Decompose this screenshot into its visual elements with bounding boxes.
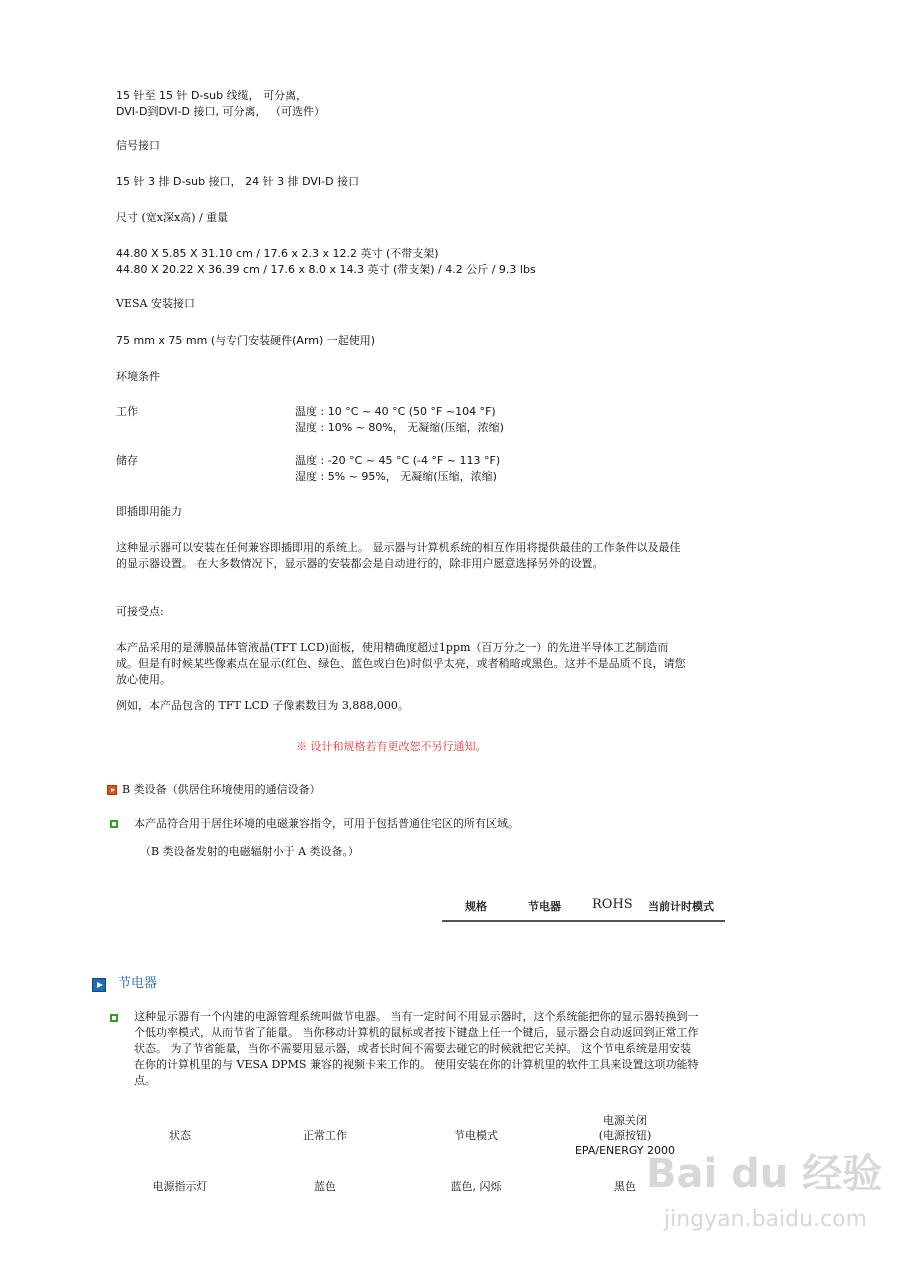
- acceptable-heading: 可接受点:: [116, 605, 164, 618]
- table-cell-power-off: 黑色: [614, 1180, 636, 1193]
- class-b-note: （B 类设备发射的电磁辐射小于 A 类设备。）: [140, 845, 360, 858]
- orange-arrow-icon: [107, 785, 117, 795]
- acceptable-text: 本产品采用的是薄膜晶体管液晶(TFT LCD)面板，使用精确度超过1ppm（百万分之一）的先进半导体工艺制造而成。但是有时候某些像素点在显示(红色、绿色、蓝色或白色)时似乎太亮，或者稍暗或黑色。这并不是品质不良，请您放心使用。: [116, 641, 686, 686]
- environment-heading: 环境条件: [116, 370, 160, 383]
- table-header-normal: 正常工作: [303, 1129, 347, 1142]
- signal-value: 15 针 3 排 D-sub 接口， 24 针 3 排 DVI-D 接口: [116, 175, 360, 188]
- vesa-value: 75 mm x 75 mm (与专门安装硬件(Arm) 一起使用): [116, 334, 376, 347]
- storage-label: 储存: [116, 454, 138, 467]
- storage-humidity: 湿度 : 5% ~ 95%， 无凝缩(压缩，浓缩): [295, 470, 497, 483]
- green-bullet-icon: [110, 1014, 118, 1022]
- section-tabs: [442, 896, 725, 922]
- class-b-text: 本产品符合用于居住环境的电磁兼容指令，可用于包括普通住宅区的所有区域。: [134, 817, 519, 830]
- class-b-title: B 类设备（供居住环境使用的通信设备）: [122, 783, 321, 796]
- storage-temperature: 温度 : -20 °C ~ 45 °C (-4 °F ~ 113 °F): [295, 454, 501, 467]
- power-saver-title: 节电器: [118, 976, 158, 991]
- tab-power-saver[interactable]: 节电器: [528, 900, 561, 913]
- table-header-epa: EPA/ENERGY 2000: [574, 1144, 676, 1157]
- baidu-watermark-logo: Bai du 经验: [646, 1151, 883, 1197]
- tab-rohs[interactable]: ROHS: [592, 897, 633, 912]
- table-row-label: 电源指示灯: [152, 1180, 208, 1193]
- blue-arrow-icon: [92, 978, 106, 992]
- tab-specifications[interactable]: 规格: [465, 900, 487, 913]
- dimensions-line-2: 44.80 X 20.22 X 36.39 cm / 17.6 x 8.0 x 14.3 英寸 (带支架) / 4.2 公斤 / 9.3 lbs: [116, 263, 536, 276]
- vesa-heading: VESA 安装接口: [116, 297, 195, 310]
- tab-timing-modes[interactable]: 当前计时模式: [648, 900, 714, 913]
- table-cell-normal: 蓝色: [314, 1180, 336, 1193]
- plugplay-heading: 即插即用能力: [116, 505, 182, 518]
- spec-change-notice: ※ 设计和规格若有更改恕不另行通知。: [296, 740, 487, 753]
- operating-temperature: 温度 : 10 °C ~ 40 °C (50 °F ~104 °F): [295, 405, 496, 418]
- table-header-state: 状态: [169, 1129, 191, 1142]
- signal-heading: 信号接口: [116, 139, 160, 152]
- dimensions-heading: 尺寸 (宽x深x高) / 重量: [116, 211, 229, 224]
- baidu-watermark-url: jingyan.baidu.com: [664, 1207, 868, 1232]
- table-header-power-off: 电源关闭: [603, 1114, 647, 1127]
- table-cell-power-saving: 蓝色, 闪烁: [450, 1180, 502, 1193]
- connector-line-1: 15 针至 15 针 D-sub 线缆， 可分离，: [116, 89, 308, 102]
- table-header-power-saving: 节电模式: [454, 1129, 498, 1142]
- connector-line-2: DVI-D到DVI-D 接口, 可分离， （可选件）: [116, 105, 325, 118]
- operating-humidity: 湿度 : 10% ~ 80%， 无凝缩(压缩，浓缩): [295, 421, 504, 434]
- operating-label: 工作: [116, 405, 138, 418]
- power-saver-text: 这种显示器有一个内建的电源管理系统叫做节电器。 当有一定时间不用显示器时，这个系统能把你的显示器转换到一个低功率模式，从而节省了能量。 当你移动计算机的鼠标或者按下键盘上任一个键后，显示器会自动返回到正常工作状态。 为了节省能量，当你不需要用显示器，或者长时间不需要去碰它的时候就把它关掉。 这个节电系统是用安装在你的计算机里的与 VESA DPMS 兼容的视频卡来工作的。 使用安装在你的计算机里的软件工具来设置这项功能特点。: [134, 1010, 699, 1087]
- acceptable-example: 例如，本产品包含的 TFT LCD 子像素数目为 3,888,000。: [116, 699, 409, 712]
- plugplay-text: 这种显示器可以安装在任何兼容即插即用的系统上。 显示器与计算机系统的相互作用将提供最佳的工作条件以及最佳的显示器设置。 在大多数情况下，显示器的安装都会是自动进行的，除非用户愿意选择另外的设置。: [116, 541, 681, 570]
- dimensions-line-1: 44.80 X 5.85 X 31.10 cm / 17.6 x 2.3 x 12.2 英寸 (不带支架): [116, 247, 439, 260]
- green-bullet-icon: [110, 820, 118, 828]
- table-header-power-button: (电源按钮): [598, 1129, 652, 1142]
